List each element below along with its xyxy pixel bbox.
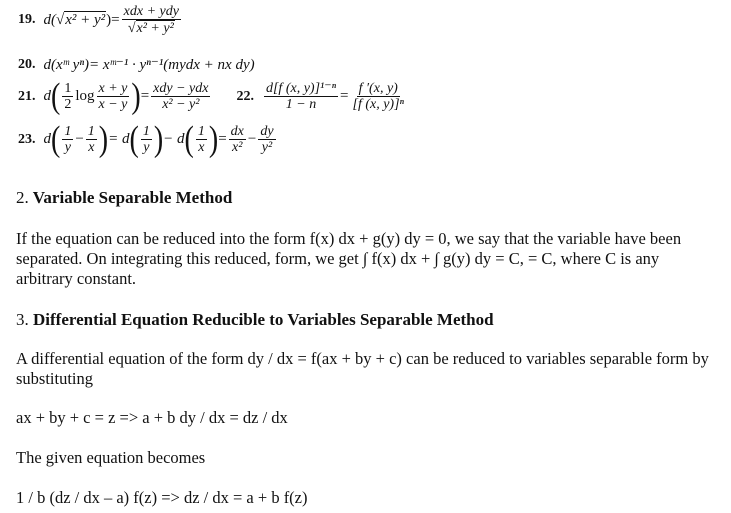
paren-open: ( bbox=[51, 119, 61, 160]
fraction-numerator: 1 bbox=[197, 124, 205, 139]
section-3-intro: A differential equation of the form dy / dx = f(ax + by + c) can be reduced to variables separable form by substituting bbox=[16, 349, 709, 388]
fraction-denominator: x bbox=[88, 140, 95, 156]
sqrt-arg: x² + y² bbox=[136, 21, 174, 37]
sqrt-arg: x² + y² bbox=[65, 12, 106, 29]
fraction-denominator: x² − y² bbox=[162, 97, 200, 113]
formula-fraction bbox=[62, 124, 73, 156]
sqrt-sign: √ bbox=[56, 11, 65, 28]
paren-close: ) bbox=[131, 76, 141, 117]
formula-eq: = bbox=[340, 88, 349, 105]
formula-d: d bbox=[43, 131, 51, 148]
fraction-denominator: x bbox=[198, 140, 205, 156]
formula-eq: = bbox=[140, 88, 150, 105]
fraction-numerator: dx bbox=[230, 124, 244, 139]
formula-fraction bbox=[141, 124, 152, 156]
section-title: Variable Separable Method bbox=[32, 188, 233, 207]
section-3-heading bbox=[16, 310, 494, 330]
section-number: 2. bbox=[16, 188, 29, 207]
formula-fraction bbox=[62, 81, 73, 113]
formula-fraction bbox=[196, 124, 207, 156]
formula-minus: − bbox=[247, 131, 257, 148]
formula-eq: = d bbox=[108, 131, 130, 148]
formula-23 bbox=[18, 119, 278, 160]
paren-open: ( bbox=[51, 76, 61, 117]
fraction-denominator: y bbox=[143, 140, 150, 156]
formula-text: d(xᵐ yⁿ)= xᵐ⁻¹ · yⁿ⁻¹(mydx + nx dy) bbox=[43, 57, 255, 73]
fraction-denominator: y² bbox=[261, 140, 273, 156]
formula-d: d bbox=[43, 88, 51, 105]
fraction-numerator: f ′(x, y) bbox=[358, 81, 398, 96]
paren-close: ) bbox=[153, 119, 164, 160]
section-number: 3. bbox=[16, 310, 29, 329]
fraction-numerator: 1 bbox=[142, 124, 150, 139]
section-3-result: 1 / b (dz / dx – a) f(z) => dz / dx = a + b f(z) bbox=[16, 488, 308, 507]
formula-number: 19. bbox=[18, 12, 36, 28]
formula-lhs-d: d( bbox=[43, 11, 56, 28]
fraction-numerator: d[f (x, y)]¹⁻ⁿ bbox=[265, 81, 337, 96]
formula-fraction bbox=[86, 124, 97, 156]
paren-close: ) bbox=[208, 119, 219, 160]
fraction-denominator: [f (x, y)]ⁿ bbox=[352, 97, 404, 113]
formula-minus: − bbox=[75, 131, 84, 148]
fraction-denominator: x − y bbox=[98, 97, 128, 113]
formula-19 bbox=[18, 4, 183, 37]
formula-number: 23. bbox=[18, 131, 36, 147]
formula-log: log bbox=[75, 88, 95, 105]
formula-eq: = bbox=[218, 131, 227, 148]
fraction-numerator: xdy − ydx bbox=[153, 81, 209, 96]
fraction-denominator: y bbox=[64, 140, 71, 156]
formula-mid: − d bbox=[163, 131, 185, 148]
formula-number: 22. bbox=[236, 88, 254, 104]
formula-number: 21. bbox=[18, 88, 36, 104]
section-2-heading bbox=[16, 188, 232, 208]
formula-lhs-close: )= bbox=[106, 11, 120, 28]
section-2-body: If the equation can be reduced into the form f(x) dx + g(y) dy = 0, we say that the variable have been separated. On integrating this reduced, form, we get ∫ f(x) dx + ∫ g(y) dy = C, = C, where C is any arbitrary constant. bbox=[16, 229, 682, 288]
formula-fraction bbox=[258, 124, 275, 156]
formula-fraction bbox=[97, 81, 130, 113]
paren-open: ( bbox=[184, 119, 194, 160]
section-3-becomes: The given equation becomes bbox=[16, 448, 206, 467]
fraction-denominator: 2 bbox=[64, 97, 72, 113]
formula-21 bbox=[18, 76, 408, 117]
paren-open: ( bbox=[129, 119, 139, 160]
formula-fraction bbox=[264, 81, 338, 113]
section-title: Differential Equation Reducible to Variables Separable Method bbox=[33, 310, 494, 329]
fraction-numerator: x + y bbox=[98, 81, 128, 96]
fraction-denominator: x² bbox=[232, 140, 243, 156]
fraction-denominator: 1 − n bbox=[285, 97, 317, 113]
formula-number: 20. bbox=[18, 56, 36, 72]
formula-20 bbox=[18, 55, 255, 74]
section-3-substitution: ax + by + c = z => a + b dy / dx = dz / dx bbox=[16, 408, 288, 427]
formula-fraction bbox=[122, 4, 181, 37]
fraction-numerator: 1 bbox=[64, 124, 72, 139]
fraction-numerator: xdx + ydy bbox=[123, 4, 179, 19]
formula-fraction bbox=[229, 124, 246, 156]
formula-fraction bbox=[151, 81, 210, 113]
fraction-denominator: √x² + y² bbox=[127, 21, 174, 37]
formula-fraction bbox=[351, 81, 406, 113]
fraction-numerator: 1 bbox=[64, 81, 72, 96]
fraction-numerator: dy bbox=[260, 124, 274, 139]
fraction-numerator: 1 bbox=[87, 124, 95, 139]
paren-close: ) bbox=[98, 119, 109, 160]
